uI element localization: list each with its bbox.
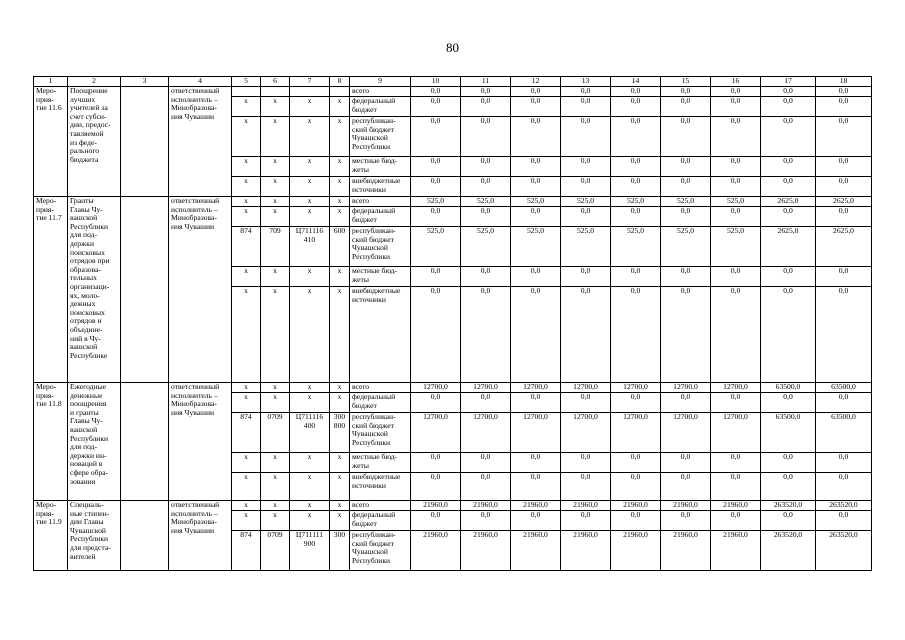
column-number-4: 4 [169,77,232,87]
empty-cell [121,383,169,501]
amount-cell: 0,0 [611,473,661,501]
amount-cell: 2625,0 [761,197,816,207]
funding-source: федеральный бюджет [350,97,411,117]
amount-cell: 0,0 [661,267,711,287]
code-vr: x [330,393,350,413]
amount-cell: 0,0 [816,267,872,287]
code-gr [232,87,261,97]
amount-cell: 0,0 [611,87,661,97]
amount-cell: 0,0 [561,157,611,177]
amount-cell: 263520,0 [761,501,816,511]
amount-cell: 12700,0 [711,383,761,393]
code-vr [330,87,350,97]
column-number-13: 13 [561,77,611,87]
amount-cell: 0,0 [511,97,561,117]
amount-cell: 0,0 [761,87,816,97]
amount-cell: 0,0 [461,473,511,501]
amount-cell: 0,0 [611,453,661,473]
amount-cell: 21960,0 [561,531,611,571]
column-number-18: 18 [816,77,872,87]
amount-cell: 0,0 [611,97,661,117]
amount-cell: 0,0 [461,207,511,227]
amount-cell: 12700,0 [561,413,611,453]
code-vr: x [330,267,350,287]
column-number-17: 17 [761,77,816,87]
column-number-1: 1 [34,77,68,87]
amount-cell: 21960,0 [661,501,711,511]
amount-cell: 0,0 [461,117,511,157]
amount-cell: 0,0 [661,157,711,177]
funding-source: местные бюд- жеты [350,157,411,177]
code-rz: x [261,197,290,207]
amount-cell: 0,0 [761,177,816,197]
amount-cell: 525,0 [411,197,461,207]
code-csr: x [290,157,330,177]
amount-cell: 63500,0 [761,413,816,453]
amount-cell: 263520,0 [761,531,816,571]
measure-number: Меро- прия- тие 11.9 [34,501,68,571]
code-rz: x [261,267,290,287]
table-row [34,197,872,207]
code-gr: x [232,197,261,207]
code-vr: x [330,97,350,117]
amount-cell: 525,0 [461,197,511,207]
code-csr [290,87,330,97]
column-number-14: 14 [611,77,661,87]
amount-cell: 0,0 [761,287,816,383]
funding-source: всего [350,383,411,393]
amount-cell: 0,0 [461,87,511,97]
amount-cell: 0,0 [661,287,711,383]
budget-table [33,76,872,571]
code-csr: Ц711111 900 [290,531,330,571]
amount-cell: 21960,0 [511,501,561,511]
amount-cell: 12700,0 [711,413,761,453]
code-vr: x [330,117,350,157]
amount-cell: 12700,0 [461,413,511,453]
amount-cell: 0,0 [611,393,661,413]
table-row [34,383,872,393]
amount-cell: 0,0 [661,87,711,97]
code-csr: x [290,267,330,287]
amount-cell: 0,0 [816,157,872,177]
code-rz [261,87,290,97]
code-rz: 0709 [261,413,290,453]
amount-cell: 0,0 [461,453,511,473]
code-rz: x [261,393,290,413]
amount-cell: 0,0 [511,393,561,413]
amount-cell: 0,0 [561,453,611,473]
code-vr: 600 [330,227,350,267]
column-number-6: 6 [261,77,290,87]
amount-cell: 0,0 [411,511,461,531]
amount-cell: 0,0 [511,511,561,531]
amount-cell: 21960,0 [611,501,661,511]
amount-cell: 0,0 [711,87,761,97]
funding-source: всего [350,197,411,207]
amount-cell: 525,0 [411,227,461,267]
amount-cell: 0,0 [611,117,661,157]
amount-cell: 0,0 [461,177,511,197]
amount-cell: 0,0 [461,511,511,531]
code-vr: x [330,207,350,227]
amount-cell: 525,0 [711,197,761,207]
amount-cell: 0,0 [511,453,561,473]
code-vr: x [330,501,350,511]
amount-cell: 0,0 [411,87,461,97]
amount-cell: 0,0 [661,453,711,473]
amount-cell: 0,0 [661,393,711,413]
amount-cell: 525,0 [511,227,561,267]
code-vr: x [330,453,350,473]
code-rz: x [261,501,290,511]
amount-cell: 0,0 [761,207,816,227]
code-vr: x [330,177,350,197]
measure-number: Меро- прия- тие 11.8 [34,383,68,501]
column-number-10: 10 [411,77,461,87]
amount-cell: 0,0 [611,157,661,177]
code-gr: x [232,393,261,413]
amount-cell: 0,0 [611,177,661,197]
code-csr: x [290,207,330,227]
amount-cell: 21960,0 [711,531,761,571]
amount-cell: 0,0 [816,511,872,531]
amount-cell: 0,0 [711,473,761,501]
code-gr: x [232,473,261,501]
amount-cell: 0,0 [661,177,711,197]
amount-cell: 0,0 [816,87,872,97]
code-gr: x [232,287,261,383]
amount-cell: 12700,0 [461,383,511,393]
amount-cell: 21960,0 [511,531,561,571]
amount-cell: 0,0 [661,97,711,117]
amount-cell: 0,0 [561,393,611,413]
amount-cell: 0,0 [561,87,611,97]
code-gr: 874 [232,531,261,571]
amount-cell: 0,0 [711,117,761,157]
amount-cell: 0,0 [611,287,661,383]
amount-cell: 0,0 [816,287,872,383]
measure-name: Поощрение лучших учителей за счет субси- дии, предос- тавляемой из феде- рального бюджета [68,87,121,197]
amount-cell: 21960,0 [411,501,461,511]
amount-cell: 2625,0 [816,227,872,267]
amount-cell: 2625,0 [761,227,816,267]
amount-cell: 0,0 [816,393,872,413]
amount-cell: 12700,0 [411,413,461,453]
code-rz: x [261,207,290,227]
amount-cell: 0,0 [661,207,711,227]
amount-cell: 0,0 [561,177,611,197]
column-number-11: 11 [461,77,511,87]
column-number-3: 3 [121,77,169,87]
code-vr: 300 800 [330,413,350,453]
code-gr: x [232,97,261,117]
amount-cell: 0,0 [461,157,511,177]
code-csr: x [290,501,330,511]
amount-cell: 0,0 [761,511,816,531]
amount-cell: 525,0 [611,227,661,267]
funding-source: местные бюд- жеты [350,267,411,287]
amount-cell: 21960,0 [411,531,461,571]
code-rz: x [261,157,290,177]
funding-source: федеральный бюджет [350,207,411,227]
amount-cell: 525,0 [561,197,611,207]
funding-source: внебюджетные источники [350,287,411,383]
table-body [34,77,872,571]
amount-cell: 0,0 [511,267,561,287]
amount-cell: 0,0 [411,117,461,157]
code-vr: x [330,157,350,177]
amount-cell: 12700,0 [611,383,661,393]
amount-cell: 0,0 [611,207,661,227]
amount-cell: 0,0 [661,511,711,531]
amount-cell: 0,0 [816,117,872,157]
header-row [34,77,872,87]
amount-cell: 525,0 [561,227,611,267]
funding-source: федеральный бюджет [350,511,411,531]
code-csr: x [290,473,330,501]
amount-cell: 0,0 [561,97,611,117]
code-gr: x [232,157,261,177]
amount-cell: 0,0 [711,267,761,287]
code-csr: x [290,97,330,117]
amount-cell: 0,0 [561,207,611,227]
code-csr: x [290,287,330,383]
amount-cell: 263520,0 [816,531,872,571]
amount-cell: 0,0 [511,117,561,157]
funding-source: республикан- ский бюджет Чувашской Республики [350,413,411,453]
code-vr: x [330,197,350,207]
amount-cell: 0,0 [411,157,461,177]
code-gr: x [232,383,261,393]
amount-cell: 0,0 [461,267,511,287]
funding-source: всего [350,87,411,97]
code-rz: x [261,177,290,197]
amount-cell: 0,0 [761,267,816,287]
column-number-8: 8 [330,77,350,87]
amount-cell: 0,0 [511,207,561,227]
code-rz: x [261,117,290,157]
amount-cell: 0,0 [761,97,816,117]
empty-cell [121,197,169,383]
code-gr: x [232,267,261,287]
amount-cell: 0,0 [761,117,816,157]
executor: ответственный исполнитель – Минобразова- ния Чувашии [169,87,232,197]
amount-cell: 0,0 [461,97,511,117]
code-gr: x [232,501,261,511]
amount-cell: 63500,0 [761,383,816,393]
code-csr: x [290,177,330,197]
column-number-12: 12 [511,77,561,87]
funding-source: всего [350,501,411,511]
amount-cell: 0,0 [816,207,872,227]
amount-cell: 0,0 [511,473,561,501]
amount-cell: 12700,0 [611,413,661,453]
amount-cell: 0,0 [461,393,511,413]
column-number-7: 7 [290,77,330,87]
amount-cell: 0,0 [511,287,561,383]
table-row [34,87,872,97]
amount-cell: 0,0 [711,177,761,197]
amount-cell: 0,0 [816,473,872,501]
amount-cell: 0,0 [561,267,611,287]
code-rz: x [261,453,290,473]
amount-cell: 0,0 [561,511,611,531]
code-rz: 709 [261,227,290,267]
code-csr: x [290,117,330,157]
amount-cell: 0,0 [816,97,872,117]
code-gr: x [232,453,261,473]
amount-cell: 0,0 [761,473,816,501]
amount-cell: 0,0 [561,117,611,157]
amount-cell: 0,0 [411,177,461,197]
amount-cell: 0,0 [761,157,816,177]
code-vr: x [330,383,350,393]
amount-cell: 0,0 [511,157,561,177]
code-csr: x [290,453,330,473]
measure-name: Ежегодные денежные поощрения и гранты Главы Чу- вашской Республики для под- держки ин- новаций в сфере обра- зования [68,383,121,501]
amount-cell: 63500,0 [816,413,872,453]
amount-cell: 0,0 [611,511,661,531]
funding-source: местные бюд- жеты [350,453,411,473]
code-vr: 300 [330,531,350,571]
amount-cell: 0,0 [711,393,761,413]
code-gr: x [232,177,261,197]
code-gr: 874 [232,227,261,267]
code-rz: x [261,473,290,501]
code-vr: x [330,511,350,531]
column-number-9: 9 [350,77,411,87]
amount-cell: 21960,0 [661,531,711,571]
amount-cell: 525,0 [511,197,561,207]
code-csr: x [290,511,330,531]
amount-cell: 12700,0 [511,383,561,393]
amount-cell: 12700,0 [661,383,711,393]
amount-cell: 21960,0 [611,531,661,571]
code-csr: x [290,197,330,207]
code-rz: 0709 [261,531,290,571]
code-csr: Ц711116 410 [290,227,330,267]
measure-name: Гранты Главы Чу- вашской Республики для под- держки поисковых отрядов при образова- тельных организаци- ях, моло- дежных поисковых отрядов и объедине- ний в Чу- вашской Республике [68,197,121,383]
funding-source: республикан- ский бюджет Чувашской Республики [350,531,411,571]
amount-cell: 63500,0 [816,383,872,393]
code-vr: x [330,473,350,501]
amount-cell: 0,0 [711,207,761,227]
code-rz: x [261,383,290,393]
page-number: 80 [446,40,459,55]
code-gr: x [232,207,261,227]
amount-cell: 0,0 [711,287,761,383]
amount-cell: 0,0 [411,473,461,501]
amount-cell: 0,0 [611,267,661,287]
measure-number: Меро- прия- тие 11.6 [34,87,68,197]
code-csr: x [290,393,330,413]
amount-cell: 21960,0 [711,501,761,511]
amount-cell: 21960,0 [561,501,611,511]
amount-cell: 12700,0 [561,383,611,393]
amount-cell: 0,0 [761,453,816,473]
executor: ответственный исполнитель – Минобразова- ния Чувашии [169,383,232,501]
empty-cell [121,87,169,197]
amount-cell: 0,0 [816,177,872,197]
column-number-15: 15 [661,77,711,87]
amount-cell: 2625,0 [816,197,872,207]
amount-cell: 0,0 [561,287,611,383]
amount-cell: 0,0 [411,287,461,383]
table-row [34,501,872,511]
measure-name: Специаль- ные стипен- дии Главы Чувашской Республики для предста- вителей [68,501,121,571]
column-number-2: 2 [68,77,121,87]
amount-cell: 0,0 [461,287,511,383]
code-rz: x [261,511,290,531]
amount-cell: 0,0 [711,97,761,117]
column-number-5: 5 [232,77,261,87]
code-rz: x [261,97,290,117]
code-csr: Ц711116 400 [290,413,330,453]
amount-cell: 525,0 [661,227,711,267]
amount-cell: 12700,0 [511,413,561,453]
code-gr: x [232,117,261,157]
amount-cell: 0,0 [661,473,711,501]
amount-cell: 525,0 [611,197,661,207]
amount-cell: 0,0 [761,393,816,413]
code-gr: x [232,511,261,531]
amount-cell: 0,0 [661,117,711,157]
funding-source: федеральный бюджет [350,393,411,413]
amount-cell: 0,0 [561,473,611,501]
amount-cell: 525,0 [461,227,511,267]
amount-cell: 263520,0 [816,501,872,511]
amount-cell: 21960,0 [461,531,511,571]
executor: ответственный исполнитель – Минобразова- ния Чувашии [169,501,232,571]
amount-cell: 0,0 [411,207,461,227]
funding-source: республикан- ский бюджет Чувашской Республики [350,227,411,267]
funding-source: республикан- ский бюджет Чувашской Республики [350,117,411,157]
amount-cell: 0,0 [411,97,461,117]
amount-cell: 21960,0 [461,501,511,511]
amount-cell: 0,0 [511,177,561,197]
amount-cell: 525,0 [661,197,711,207]
executor: ответственный исполнитель – Минобразова- ния Чувашии [169,197,232,383]
funding-source: внебюджетные источники [350,177,411,197]
amount-cell: 0,0 [711,157,761,177]
empty-cell [121,501,169,571]
funding-source: внебюджетные источники [350,473,411,501]
code-csr: x [290,383,330,393]
amount-cell: 0,0 [411,267,461,287]
column-number-16: 16 [711,77,761,87]
code-gr: 874 [232,413,261,453]
amount-cell: 0,0 [816,453,872,473]
code-vr: x [330,287,350,383]
amount-cell: 0,0 [511,87,561,97]
amount-cell: 0,0 [711,453,761,473]
amount-cell: 0,0 [411,393,461,413]
code-rz: x [261,287,290,383]
amount-cell: 0,0 [411,453,461,473]
amount-cell: 12700,0 [661,413,711,453]
amount-cell: 0,0 [711,511,761,531]
measure-number: Меро- прия- тие 11.7 [34,197,68,383]
amount-cell: 525,0 [711,227,761,267]
amount-cell: 12700,0 [411,383,461,393]
